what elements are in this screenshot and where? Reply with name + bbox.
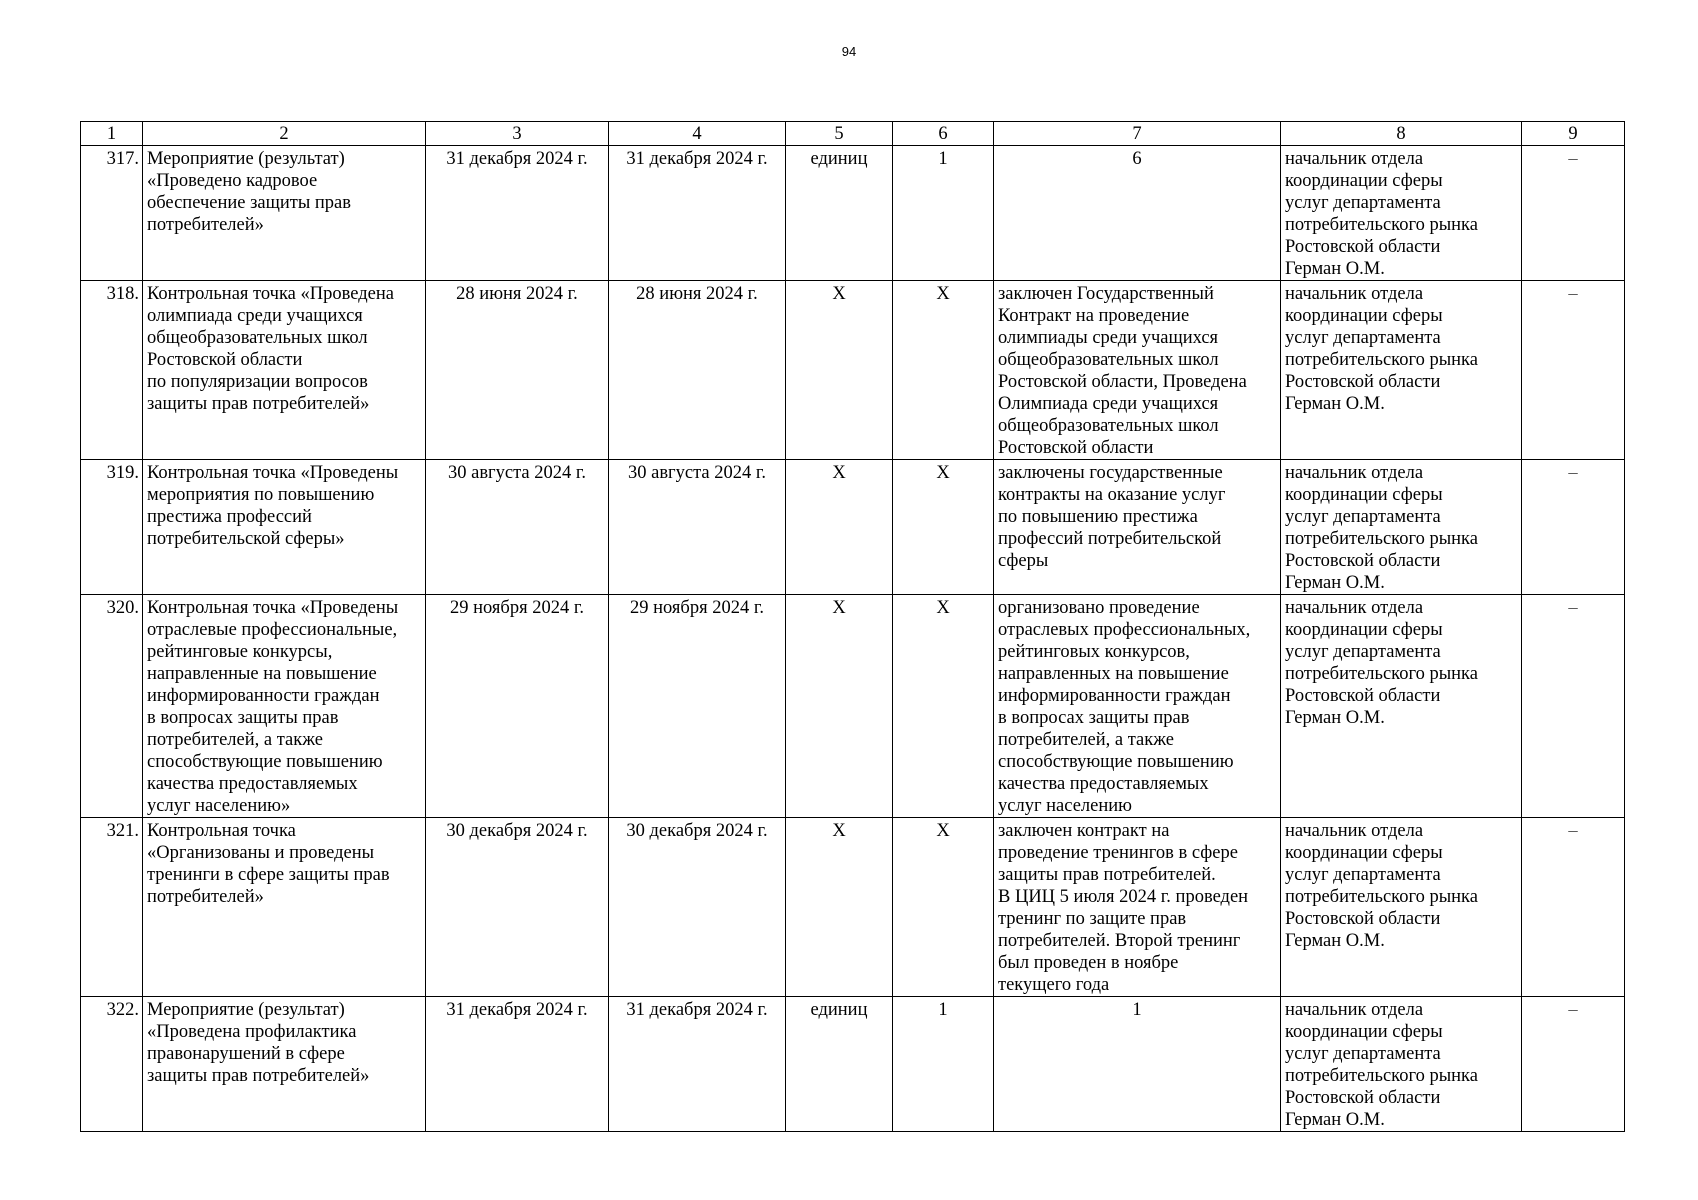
result-cell: заключен Государственный Контракт на проведение олимпиады среди учащихся общеобразовательных школ Ростовской области, Проведена Олимпиада среди учащихся общеобразовательных школ Ростовской области: [994, 281, 1281, 460]
unit-cell: единиц: [786, 997, 893, 1132]
responsible-cell: начальник отдела координации сферы услуг департамента потребительского рынка Ростовской области Герман О.М.: [1281, 281, 1522, 460]
table-row: [81, 281, 1625, 460]
row-number-cell: 319.: [81, 460, 143, 595]
plan-date-cell: 31 декабря 2024 г.: [426, 997, 609, 1132]
column-header: 3: [426, 122, 609, 146]
plan-date-cell: 28 июня 2024 г.: [426, 281, 609, 460]
fact-date-cell: 31 декабря 2024 г.: [609, 997, 786, 1132]
item-name-cell: Контрольная точка «Проведены мероприятия по повышению престижа профессий потребительской сферы»: [143, 460, 426, 595]
fact-date-cell: 29 ноября 2024 г.: [609, 595, 786, 818]
item-name-cell: Мероприятие (результат) «Проведена профилактика правонарушений в сфере защиты прав потребителей»: [143, 997, 426, 1132]
note-cell: –: [1522, 595, 1625, 818]
plan-value-cell: 1: [893, 146, 994, 281]
table-row: [81, 460, 1625, 595]
unit-cell: Х: [786, 595, 893, 818]
fact-date-cell: 28 июня 2024 г.: [609, 281, 786, 460]
column-header: 8: [1281, 122, 1522, 146]
fact-date-cell: 30 декабря 2024 г.: [609, 818, 786, 997]
note-cell: –: [1522, 818, 1625, 997]
column-header: 2: [143, 122, 426, 146]
responsible-cell: начальник отдела координации сферы услуг департамента потребительского рынка Ростовской области Герман О.М.: [1281, 595, 1522, 818]
plan-date-cell: 30 августа 2024 г.: [426, 460, 609, 595]
table-row: [81, 595, 1625, 818]
column-header: 7: [994, 122, 1281, 146]
column-number-row: [81, 122, 1625, 146]
item-name-cell: Контрольная точка «Проведены отраслевые профессиональные, рейтинговые конкурсы, направленные на повышение информированности граждан в вопросах защиты прав потребителей, а также способствующие повышению качества предоставляемых услуг населению»: [143, 595, 426, 818]
responsible-cell: начальник отдела координации сферы услуг департамента потребительского рынка Ростовской области Герман О.М.: [1281, 818, 1522, 997]
plan-date-cell: 31 декабря 2024 г.: [426, 146, 609, 281]
table-row: [81, 818, 1625, 997]
plan-value-cell: Х: [893, 281, 994, 460]
unit-cell: Х: [786, 818, 893, 997]
row-number-cell: 317.: [81, 146, 143, 281]
row-number-cell: 320.: [81, 595, 143, 818]
item-name-cell: Контрольная точка «Организованы и проведены тренинги в сфере защиты прав потребителей»: [143, 818, 426, 997]
result-cell: заключен контракт на проведение тренингов в сфере защиты прав потребителей. В ЦИЦ 5 июля 2024 г. проведен тренинг по защите прав потребителей. Второй тренинг был проведен в ноябре текущего года: [994, 818, 1281, 997]
unit-cell: Х: [786, 460, 893, 595]
note-cell: –: [1522, 997, 1625, 1132]
plan-date-cell: 29 ноября 2024 г.: [426, 595, 609, 818]
fact-date-cell: 30 августа 2024 г.: [609, 460, 786, 595]
column-header: 5: [786, 122, 893, 146]
result-cell: 6: [994, 146, 1281, 281]
table-row: [81, 146, 1625, 281]
responsible-cell: начальник отдела координации сферы услуг департамента потребительского рынка Ростовской области Герман О.М.: [1281, 997, 1522, 1132]
column-header: 9: [1522, 122, 1625, 146]
page-number: 94: [841, 44, 857, 59]
note-cell: –: [1522, 460, 1625, 595]
item-name-cell: Контрольная точка «Проведена олимпиада среди учащихся общеобразовательных школ Ростовской области по популяризации вопросов защиты прав потребителей»: [143, 281, 426, 460]
result-cell: организовано проведение отраслевых профессиональных, рейтинговых конкурсов, направленных на повышение информированности граждан в вопросах защиты прав потребителей, а также способствующие повышению качества предоставляемых услуг населению: [994, 595, 1281, 818]
plan-value-cell: Х: [893, 818, 994, 997]
result-cell: заключены государственные контракты на оказание услуг по повышению престижа профессий потребительской сферы: [994, 460, 1281, 595]
plan-value-cell: 1: [893, 997, 994, 1132]
table-row: [81, 997, 1625, 1132]
note-cell: –: [1522, 146, 1625, 281]
unit-cell: единиц: [786, 146, 893, 281]
unit-cell: Х: [786, 281, 893, 460]
plan-value-cell: Х: [893, 460, 994, 595]
note-cell: –: [1522, 281, 1625, 460]
responsible-cell: начальник отдела координации сферы услуг департамента потребительского рынка Ростовской области Герман О.М.: [1281, 460, 1522, 595]
report-table: [80, 121, 1625, 1132]
item-name-cell: Мероприятие (результат) «Проведено кадровое обеспечение защиты прав потребителей»: [143, 146, 426, 281]
column-header: 6: [893, 122, 994, 146]
column-header: 1: [81, 122, 143, 146]
row-number-cell: 318.: [81, 281, 143, 460]
result-cell: 1: [994, 997, 1281, 1132]
column-header: 4: [609, 122, 786, 146]
plan-value-cell: Х: [893, 595, 994, 818]
fact-date-cell: 31 декабря 2024 г.: [609, 146, 786, 281]
responsible-cell: начальник отдела координации сферы услуг департамента потребительского рынка Ростовской области Герман О.М.: [1281, 146, 1522, 281]
row-number-cell: 322.: [81, 997, 143, 1132]
row-number-cell: 321.: [81, 818, 143, 997]
plan-date-cell: 30 декабря 2024 г.: [426, 818, 609, 997]
